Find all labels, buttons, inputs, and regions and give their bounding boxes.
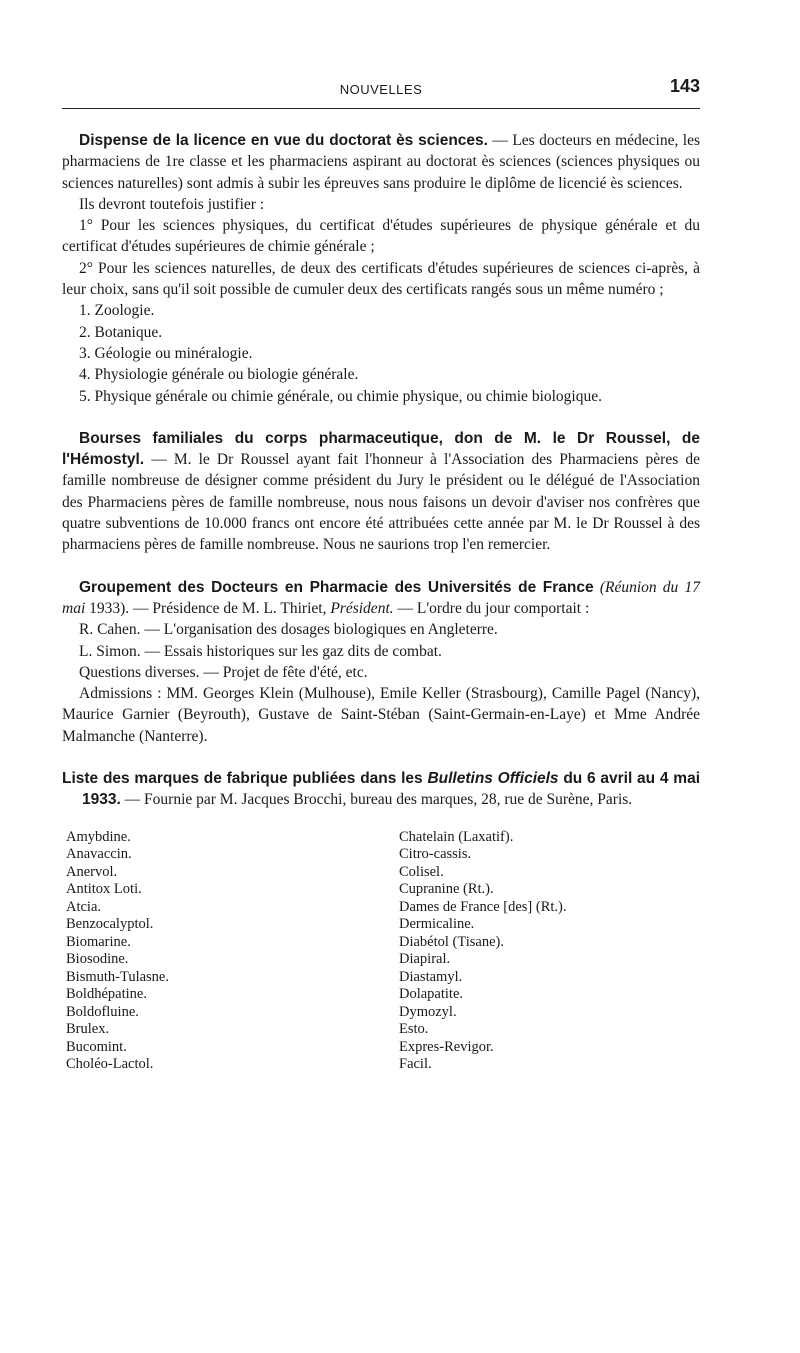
list-item: Esto. — [399, 1021, 429, 1038]
list-item: Boldhépatine. — [66, 986, 147, 1003]
list-item: Biosodine. — [66, 951, 129, 968]
page-header — [62, 72, 700, 108]
section-bourses-familiales — [62, 428, 700, 556]
section1-justify: Ils devront toutefois justifier : — [79, 195, 265, 213]
section3-heading-paragraph — [62, 577, 700, 620]
list-item: Amybdine. — [66, 828, 131, 845]
list-item: Cupranine (Rt.). — [399, 881, 494, 898]
section3-meeting-italic: (Réunion du 17 mai — [62, 578, 700, 617]
section1-title: Dispense de la licence en vue du doctorat ès sciences. — [79, 132, 488, 149]
section2-paragraph — [62, 428, 700, 556]
trademark-columns — [62, 829, 700, 1074]
header-rule — [62, 108, 700, 109]
list-item: 1. Zoologie. — [79, 302, 155, 320]
list-item: Anervol. — [66, 863, 118, 880]
list-item: Citro-cassis. — [399, 846, 472, 863]
section-marques-fabrique — [62, 768, 700, 1074]
list-item: Dermicaline. — [399, 916, 475, 933]
journal-page — [62, 72, 700, 1074]
section4-title-italic: Bulletins Officiels — [427, 770, 559, 788]
list-item: Diapiral. — [399, 951, 451, 968]
list-item: Benzocalyptol. — [66, 916, 154, 933]
agenda-line: R. Cahen. — L'organisation des dosages biologiques en Angleterre. — [79, 621, 498, 639]
list-item: 5. Physique générale ou chimie générale, ou chimie physique, ou chimie biologique. — [79, 387, 602, 405]
section3-title: Groupement des Docteurs en Pharmacie des Universités de France — [79, 578, 594, 596]
list-item: 2. Botanique. — [79, 323, 163, 341]
section1-intro-paragraph — [62, 130, 700, 194]
list-item: 3. Géologie ou minéralogie. — [79, 344, 253, 362]
list-item: Choléo-Lactol. — [66, 1056, 154, 1073]
list-item: Dymozyl. — [399, 1003, 457, 1020]
list-item: Anavaccin. — [66, 846, 132, 863]
trademark-list-left — [62, 829, 399, 1074]
section4-paragraph — [62, 768, 700, 811]
list-item: Brulex. — [66, 1021, 110, 1038]
section4-body: — Fournie par M. Jacques Brocchi, bureau des marques, 28, rue de Surène, Paris. — [120, 791, 633, 809]
list-item: Bucomint. — [66, 1038, 127, 1055]
list-item: Bismuth-Tulasne. — [66, 968, 169, 985]
section2-title: Bourses familiales du corps pharmaceutique, don de M. le Dr Roussel, de l'Hémostyl. — [62, 429, 700, 469]
section2-body: — M. le Dr Roussel ayant fait l'honneur à l'Association des Pharmaciens pères de famille nombreuse de désigner comme président du Jury le président ou le délégué de l'Association des Pharmaciens pères de famille nombreuse, nous nous faisons un devoir d'aviser nos confrères que quatre subventions de 10.000 francs ont encore été attribuées cette année par M. le Dr Roussel à des pharmaciens pères de famille nombreuse. Nous ne saurions trop l'en remercier. — [62, 451, 700, 554]
list-item: Chatelain (Laxatif). — [399, 828, 514, 845]
list-item: Biomarine. — [66, 933, 131, 950]
section3-president-italic: Président. — [330, 599, 394, 617]
list-item: Atcia. — [66, 898, 102, 915]
section3-admissions: Admissions : MM. Georges Klein (Mulhouse), Emile Keller (Strasbourg), Camille Pagel (Nancy), Maurice Garnier (Beyrouth), Gustave de Saint-Stéban (Saint-Germain-en-Laye) et Mme Andrée Malmanche (Nanterre). — [62, 685, 700, 745]
list-item: Dames de France [des] (Rt.). — [399, 898, 567, 915]
agenda-line: L. Simon. — Essais historiques sur les gaz dits de combat. — [79, 642, 442, 660]
list-item: Antitox Loti. — [66, 881, 142, 898]
section1-intro: — Les docteurs en médecine, les pharmaciens de 1re classe et les pharmaciens aspirant au doctorat ès sciences (sciences physiques ou sciences naturelles) sont admis à subir les épreuves sans produire le diplôme de licencié ès sciences. — [62, 132, 700, 192]
list-item: 4. Physiologie générale ou biologie générale. — [79, 366, 359, 384]
list-item: Facil. — [399, 1056, 432, 1073]
list-item: Diabétol (Tisane). — [399, 933, 504, 950]
section-groupement-docteurs — [62, 577, 700, 747]
section1-point2: 2° Pour les sciences naturelles, de deux des certificats d'études supérieures de sciences ci-après, à leur choix, sans qu'il soit possible de cumuler deux des certificats rangés sous un même numéro ; — [62, 259, 700, 299]
section3-agenda: — L'ordre du jour comportait : — [393, 599, 590, 617]
section3-meeting: 1933). — Présidence de M. L. Thiriet, — [85, 599, 331, 617]
page-number: 143 — [669, 76, 700, 96]
section1-point1: 1° Pour les sciences physiques, du certificat d'études supérieures de physique générale et du certificat d'études supérieures de chimie générale ; — [62, 217, 700, 256]
section4-title-b: du 6 avril au 4 mai 1933. — [82, 770, 701, 809]
section-dispense-licence — [62, 130, 700, 407]
list-item: Diastamyl. — [399, 968, 463, 985]
section1-items — [62, 300, 700, 406]
section4-title-a: Liste des marques de fabrique publiées dans les — [62, 770, 428, 788]
list-item: Boldofluine. — [66, 1003, 139, 1020]
running-head: NOUVELLES — [339, 82, 423, 97]
list-item: Colisel. — [399, 863, 444, 880]
list-item: Expres-Revigor. — [399, 1038, 494, 1055]
agenda-line: Questions diverses. — Projet de fête d'été, etc. — [79, 663, 368, 681]
trademark-list-right — [399, 829, 699, 1074]
list-item: Dolapatite. — [399, 986, 464, 1003]
